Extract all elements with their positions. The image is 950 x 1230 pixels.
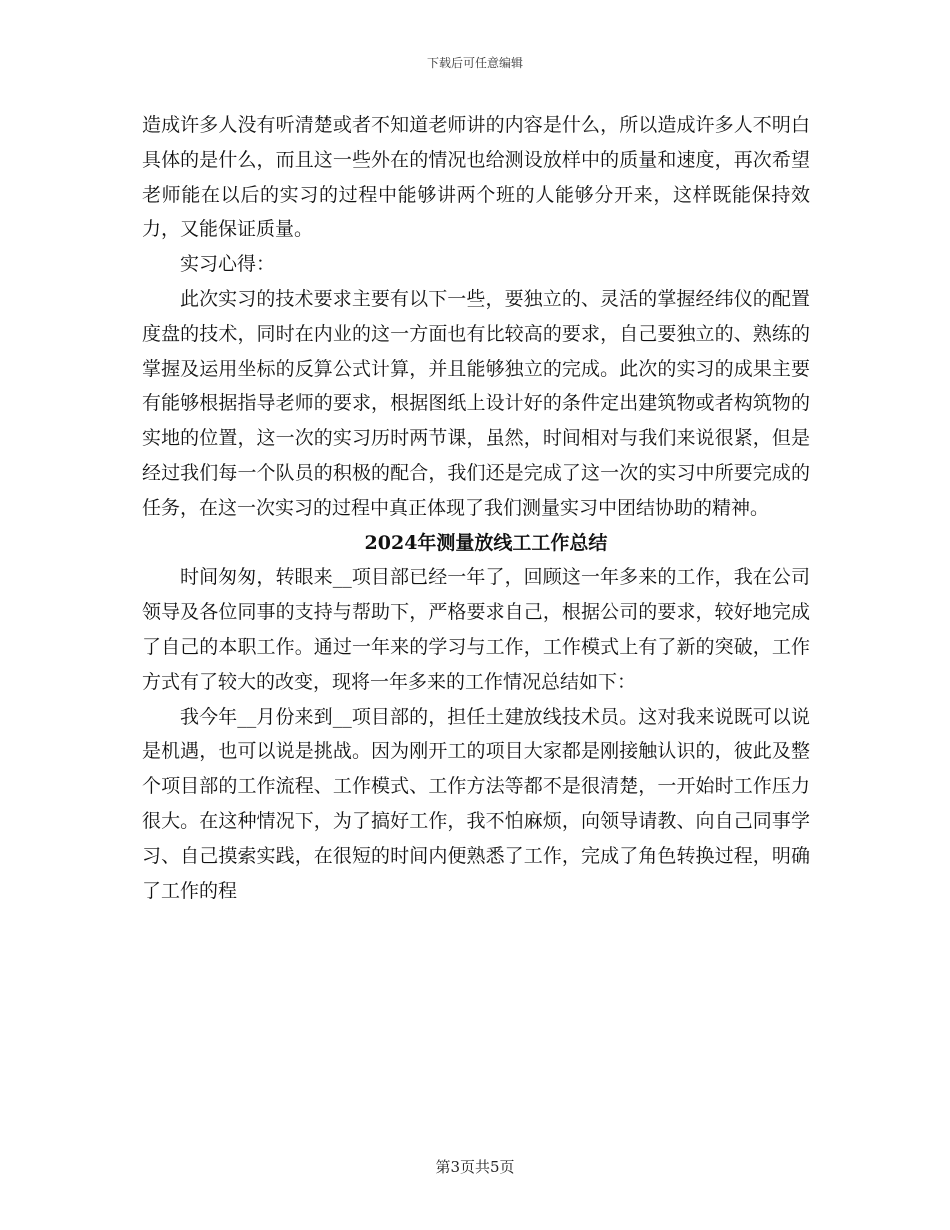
section-title: 2024年测量放线工工作总结	[364, 531, 608, 554]
subheading-paragraph: 实习心得：	[180, 253, 276, 276]
paragraph: 造成许多人没有听清楚或者不知道老师讲的内容是什么，所以造成许多人不明白具体的是什么，而且这一些外在的情况也给测设放样中的质量和速度，再次希望老师能在以后的实习的过程中能够讲两个班的人能够分开来，这样既能保持效力，又能保证质量。	[142, 114, 810, 241]
paragraph: 时间匆匆，转眼来__项目部已经一年了，回顾这一年多来的工作，我在公司领导及各位同事的支持与帮助下，严格要求自己，根据公司的要求，较好地完成了自己的本职工作。通过一年来的学习与工作，工作模式上有了新的突破，工作方式有了较大的改变，现将一年多来的工作情况总结如下：	[142, 566, 810, 693]
document-body	[142, 108, 810, 908]
paragraph: 此次实习的技术要求主要有以下一些，要独立的、灵活的掌握经纬仪的配置度盘的技术，同时在内业的这一方面也有比较高的要求，自己要独立的、熟练的掌握及运用坐标的反算公式计算，并且能够独立的完成。此次的实习的成果主要有能够根据指导老师的要求，根据图纸上设计好的条件定出建筑物或者构筑物的实地的位置，这一次的实习历时两节课，虽然，时间相对与我们来说很紧，但是经过我们每一个队员的积极的配合，我们还是完成了这一次的实习中所要完成的任务，在这一次实习的过程中真正体现了我们测量实习中团结协助的精神。	[142, 287, 810, 519]
page-header: 下载后可任意编辑	[426, 56, 523, 70]
paragraph: 我今年__月份来到__项目部的，担任土建放线技术员。这对我来说既可以说是机遇，也可以说是挑战。因为刚开工的项目大家都是刚接触认识的，彼此及整个项目部的工作流程、工作模式、工作方法等都不是很清楚，一开始时工作压力很大。在这种情况下，为了搞好工作，我不怕麻烦，向领导请教、向自己同事学习、自己摸索实践，在很短的时间内便熟悉了工作，完成了角色转换过程，明确了工作的程	[142, 705, 810, 902]
page-footer: 第3页共5页	[435, 1158, 515, 1176]
